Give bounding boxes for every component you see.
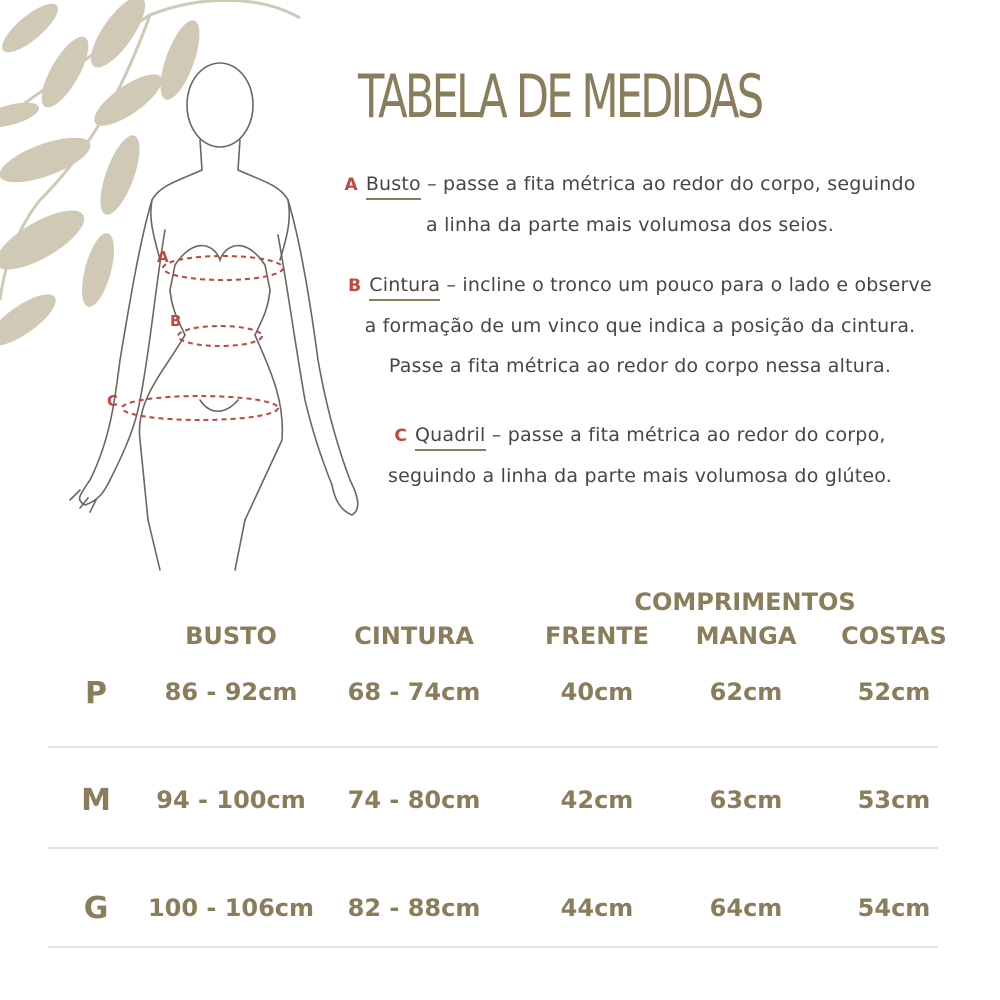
- instruction-busto: [290, 164, 970, 245]
- figure-label-b: B: [170, 312, 182, 330]
- group-header-comprimentos: COMPRIMENTOS: [634, 588, 856, 616]
- table-cell: 86 - 92cm: [164, 678, 298, 706]
- table-cell: 42cm: [560, 786, 634, 814]
- header-busto: BUSTO: [185, 622, 277, 650]
- instruction-busto-line2: a linha da parte mais volumosa dos seios.: [426, 214, 834, 236]
- size-label-p: P: [85, 676, 107, 711]
- table-cell: 94 - 100cm: [156, 786, 306, 814]
- header-manga: MANGA: [695, 622, 797, 650]
- instruction-cintura-line1: – incline o tronco um pouco para o lado e observe: [440, 274, 932, 296]
- term-quadril: Quadril: [415, 424, 485, 451]
- size-label-m: M: [81, 783, 111, 818]
- figure-label-c: C: [107, 392, 119, 410]
- marker-letter-b: B: [348, 276, 362, 296]
- header-frente: FRENTE: [544, 622, 650, 650]
- table-cell: 63cm: [709, 786, 783, 814]
- row-divider: [48, 946, 938, 948]
- term-busto: Busto: [366, 173, 421, 200]
- table-cell: 68 - 74cm: [347, 678, 481, 706]
- marker-letter-a: A: [344, 175, 358, 195]
- size-label-g: G: [83, 891, 109, 926]
- instruction-quadril: [300, 415, 980, 496]
- table-cell: 62cm: [709, 678, 783, 706]
- table-cell: 82 - 88cm: [347, 894, 481, 922]
- table-cell: 53cm: [857, 786, 931, 814]
- instruction-cintura-line2: a formação de um vinco que indica a posição da cintura.: [364, 315, 916, 337]
- table-cell: 54cm: [857, 894, 931, 922]
- table-cell: 74 - 80cm: [347, 786, 481, 814]
- term-cintura: Cintura: [369, 274, 440, 301]
- instruction-quadril-line1: – passe a fita métrica ao redor do corpo,: [485, 424, 886, 446]
- table-cell: 40cm: [560, 678, 634, 706]
- header-costas: COSTAS: [841, 622, 947, 650]
- table-cell: 52cm: [857, 678, 931, 706]
- table-cell: 100 - 106cm: [147, 894, 315, 922]
- row-divider: [48, 847, 938, 849]
- instruction-cintura: [290, 265, 990, 386]
- row-divider: [48, 746, 938, 748]
- marker-letter-c: C: [394, 426, 408, 446]
- page-title: TABELA DE MEDIDAS: [358, 62, 762, 132]
- table-cell: 64cm: [709, 894, 783, 922]
- instruction-busto-line1: – passe a fita métrica ao redor do corpo, seguindo: [420, 173, 916, 195]
- instruction-cintura-line3: Passe a fita métrica ao redor do corpo nessa altura.: [388, 355, 892, 377]
- table-cell: 44cm: [560, 894, 634, 922]
- header-cintura: CINTURA: [354, 622, 474, 650]
- figure-label-a: A: [157, 248, 169, 266]
- instruction-quadril-line2: seguindo a linha da parte mais volumosa do glúteo.: [387, 465, 893, 487]
